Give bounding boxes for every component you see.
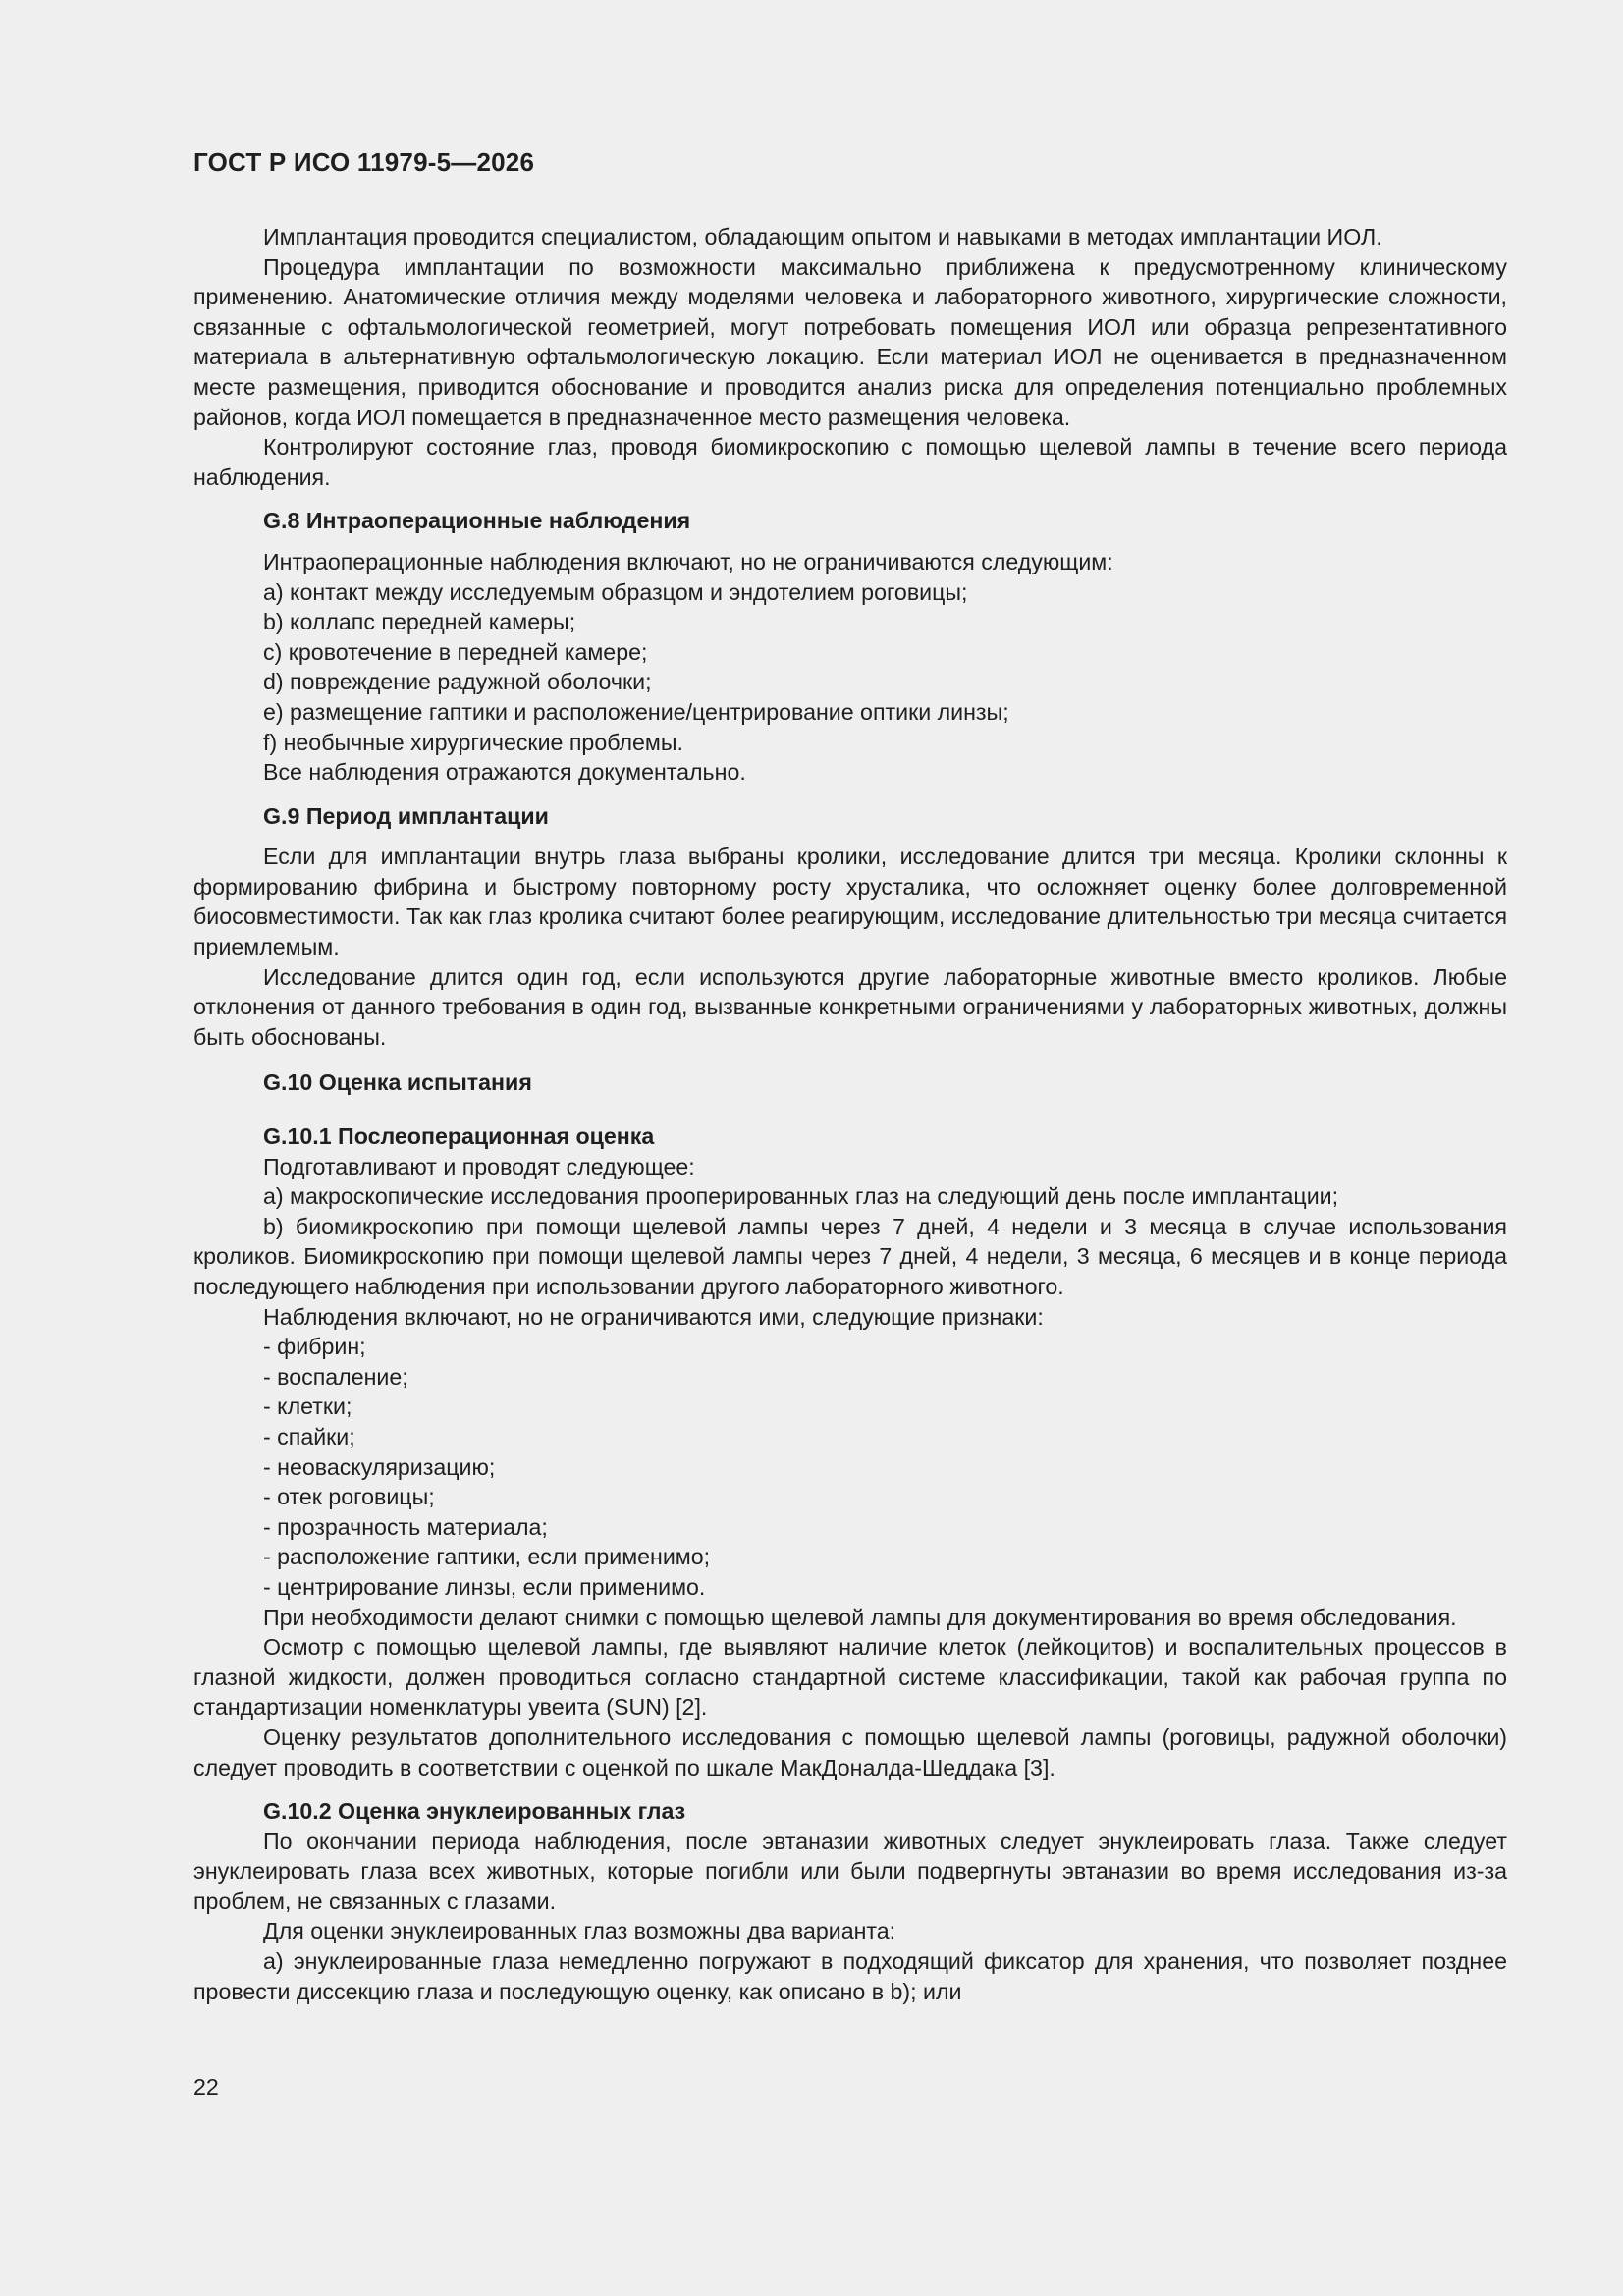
document-header: ГОСТ Р ИСО 11979-5—2026 <box>193 147 535 177</box>
paragraph: Наблюдения включают, но не ограничиваются ими, следующие признаки: <box>263 1303 1044 1330</box>
list-item: e) размещение гаптики и расположение/центрирование оптики линзы; <box>263 698 1009 725</box>
paragraph: Оценку результатов дополнительного исследования с помощью щелевой лампы (роговицы, радужной оболочки) следует проводить в соответствии с оценкой по шкале МакДоналда-Шеддака [3]. <box>193 1723 1507 1780</box>
section-heading-g10: G.10 Оценка испытания <box>263 1069 532 1096</box>
paragraph: Все наблюдения отражаются документально. <box>263 759 746 786</box>
paragraph: Осмотр с помощью щелевой лампы, где выявляют наличие клеток (лейкоцитов) и воспалительных процессов в глазной жидкости, должен проводиться согласно стандартной системе классификации, такой как рабочая группа по стандартизации номенклатуры увеита (SUN) [2]. <box>193 1634 1507 1721</box>
list-item: - воспаление; <box>263 1363 408 1390</box>
subsection-heading-g10-1: G.10.1 Послеоперационная оценка <box>263 1123 655 1150</box>
list-item: - прозрачность материала; <box>263 1513 548 1540</box>
list-item: f) необычные хирургические проблемы. <box>263 729 683 755</box>
paragraph: Имплантация проводится специалистом, обладающим опытом и навыками в методах имплантации ИОЛ. <box>263 224 1382 249</box>
paragraph: Процедура имплантации по возможности максимально приближена к предусмотренному клиническому применению. Анатомические отличия между моделями человека и лабораторного животного, хирургические сложности, связанные с офтальмологической геометрией, могут потребовать помещения ИОЛ или образца репрезентативного материала в альтернативную офтальмологическую локацию. Если материал ИОЛ не оценивается в предназначенном месте размещения, приводится обоснование и проводится анализ риска для определения потенциально проблемных районов, когда ИОЛ помещается в предназначенное место размещения человека. <box>193 253 1507 430</box>
paragraph: Для оценки энуклеированных глаз возможны два варианта: <box>263 1918 896 1944</box>
list-item: c) кровотечение в передней камере; <box>263 638 648 665</box>
paragraph: a) энуклеированные глаза немедленно погружают в подходящий фиксатор для хранения, что позволяет позднее провести диссекцию глаза и последующую оценку, как описано в b); или <box>193 1948 1507 2004</box>
page-number: 22 <box>193 2074 219 2100</box>
paragraph: Подготавливают и проводят следующее: <box>263 1153 695 1179</box>
list-item: - клетки; <box>263 1394 352 1420</box>
section-heading-g8: G.8 Интраоперационные наблюдения <box>263 508 691 534</box>
subsection-heading-g10-2: G.10.2 Оценка энуклеированных глаз <box>263 1798 686 1825</box>
list-item: - неоваскуляризацию; <box>263 1453 496 1480</box>
document-body <box>193 222 1507 2006</box>
paragraph: По окончании периода наблюдения, после эвтаназии животных следует энуклеировать глаза. Также следует энуклеировать глаза всех животных, которые погибли или были подвергнуты эвтаназии во время исследования из-за проблем, не связанных с глазами. <box>193 1828 1507 1914</box>
paragraph: Исследование длится один год, если используются другие лабораторные животные вместо кроликов. Любые отклонения от данного требования в один год, вызванные конкретными ограничениями у лабораторных животных, должны быть обоснованы. <box>193 963 1507 1050</box>
list-item: a) контакт между исследуемым образцом и эндотелием роговицы; <box>263 578 968 605</box>
paragraph: При необходимости делают снимки с помощью щелевой лампы для документирования во время обследования. <box>263 1604 1457 1630</box>
list-item: - спайки; <box>263 1423 355 1449</box>
list-item: - отек роговицы; <box>263 1484 435 1510</box>
paragraph: Контролируют состояние глаз, проводя биомикроскопию с помощью щелевой лампы в течение всего периода наблюдения. <box>193 434 1507 490</box>
list-item: - расположение гаптики, если применимо; <box>263 1544 711 1570</box>
section-heading-g9: G.9 Период имплантации <box>263 802 549 829</box>
list-item: a) макроскопические исследования прооперированных глаз на следующий день после имплантации; <box>263 1183 1339 1210</box>
list-item: - центрирование линзы, если применимо. <box>263 1573 706 1600</box>
list-item: - фибрин; <box>263 1334 366 1360</box>
list-item: d) повреждение радужной оболочки; <box>263 669 652 695</box>
paragraph: Интраоперационные наблюдения включают, но не ограничиваются следующим: <box>263 548 1113 574</box>
paragraph: Если для имплантации внутрь глаза выбраны кролики, исследование длится три месяца. Кролики склонны к формированию фибрина и быстрому повторному росту хрусталика, что осложняет оценку более долговременной биосовместимости. Так как глаз кролика считают более реагирующим, исследование длительностью три месяца считается приемлемым. <box>193 844 1507 960</box>
list-item: b) коллапс передней камеры; <box>263 609 576 635</box>
list-item: b) биомикроскопию при помощи щелевой лампы через 7 дней, 4 недели и 3 месяца в случае использования кроликов. Биомикроскопию при помощи щелевой лампы через 7 дней, 4 недели, 3 месяца, 6 месяцев и в конце периода последующего наблюдения при использовании другого лабораторного животного. <box>193 1213 1507 1299</box>
